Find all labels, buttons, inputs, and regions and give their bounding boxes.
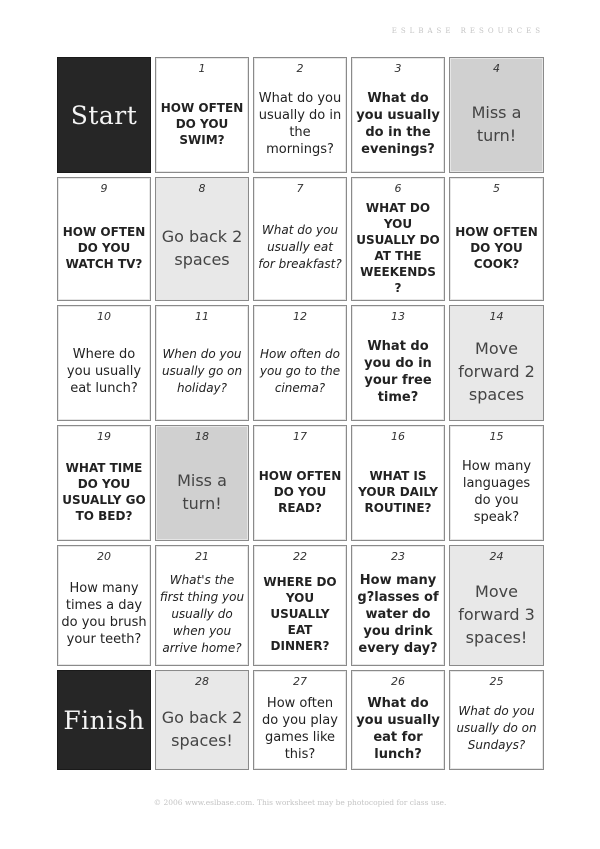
copyright-footer: © 2006 www.eslbase.com. This worksheet may be photocopied for class use. — [153, 798, 447, 807]
square-number: 28 — [195, 675, 209, 688]
square-prompt: HOW OFTEN DO YOU COOK? — [455, 224, 538, 271]
square-number: 8 — [198, 182, 206, 195]
board-square — [155, 305, 249, 421]
board-square — [351, 177, 445, 301]
board-square — [253, 57, 347, 173]
square-prompt: WHERE DO YOU USUALLY EAT DINNER? — [263, 575, 337, 653]
board-square — [155, 545, 249, 666]
start-label: Start — [70, 100, 138, 130]
board-square — [253, 177, 347, 301]
square-number: 26 — [391, 675, 405, 688]
square-prompt: WHAT DO YOU USUALLY DO AT THE WEEKENDS ? — [356, 200, 440, 295]
square-number: 16 — [391, 430, 405, 443]
square-prompt: What do you usually do in the evenings? — [356, 90, 440, 157]
square-prompt: What do you usually do on Sundays? — [456, 704, 537, 752]
square-prompt: HOW OFTEN DO YOU WATCH TV? — [62, 224, 146, 271]
square-number: 14 — [489, 310, 504, 323]
square-prompt: Go back 2 spaces — [161, 226, 243, 269]
square-prompt: What do you usually eat for breakfast? — [258, 223, 342, 271]
board-square — [449, 57, 544, 173]
square-number: 2 — [296, 62, 304, 75]
square-prompt: Move forward 3 spaces! — [458, 581, 535, 647]
board-square — [155, 425, 249, 541]
square-number: 25 — [489, 675, 504, 688]
board-square — [351, 57, 445, 173]
finish-label: Finish — [63, 705, 145, 735]
square-number: 11 — [195, 310, 209, 323]
square-prompt: HOW OFTEN DO YOU SWIM? — [160, 100, 244, 147]
square-prompt: What do you usually do in the mornings? — [258, 90, 342, 157]
board-square — [449, 177, 544, 301]
square-number: 21 — [195, 550, 209, 563]
start-square — [57, 57, 151, 173]
square-number: 27 — [293, 675, 307, 688]
square-prompt: WHAT TIME DO YOU USUALLY GO TO BED? — [62, 460, 146, 523]
square-number: 13 — [391, 310, 405, 323]
square-number: 3 — [394, 62, 402, 75]
square-prompt: How often do you go to the cinema? — [259, 347, 341, 395]
board-square — [155, 57, 249, 173]
square-number: 17 — [293, 430, 307, 443]
board-square — [253, 545, 347, 666]
square-prompt: Move forward 2 spaces — [458, 339, 535, 404]
board-square — [449, 425, 544, 541]
square-number: 18 — [195, 430, 209, 443]
finish-square — [57, 670, 151, 770]
square-number: 9 — [100, 182, 108, 195]
board-square — [449, 670, 544, 770]
square-number: 20 — [97, 550, 111, 563]
square-number: 23 — [391, 550, 405, 563]
square-prompt: Go back 2 spaces! — [161, 707, 243, 750]
board-square — [351, 425, 445, 541]
square-prompt: What do you usually eat for lunch? — [356, 695, 440, 762]
board-square — [449, 305, 544, 421]
board-square — [253, 670, 347, 770]
square-prompt: Where do you usually eat lunch? — [66, 347, 142, 396]
board-square — [155, 177, 249, 301]
board-square — [57, 177, 151, 301]
board-square — [351, 545, 445, 666]
square-prompt: When do you usually go on holiday? — [161, 347, 243, 395]
board-square — [57, 545, 151, 666]
board-square — [57, 425, 151, 541]
square-prompt: How often do you play games like this? — [262, 695, 338, 762]
square-prompt: Miss a turn! — [471, 102, 522, 145]
board-square — [155, 670, 249, 770]
square-prompt: How many languages do you speak? — [461, 458, 532, 525]
square-number: 10 — [97, 310, 111, 323]
board-square — [253, 305, 347, 421]
square-prompt: HOW OFTEN DO YOU READ? — [258, 468, 342, 515]
board-square — [57, 305, 151, 421]
square-number: 5 — [493, 182, 500, 195]
square-number: 15 — [489, 430, 504, 443]
square-prompt: WHAT IS YOUR DAILY ROUTINE? — [358, 468, 438, 515]
square-number: 6 — [394, 182, 402, 195]
board-square — [253, 425, 347, 541]
brand-header: ESLBASE RESOURCES — [391, 27, 544, 35]
board-square — [449, 545, 544, 666]
square-number: 12 — [293, 310, 307, 323]
square-prompt: How many g?lasses of water do you drink every day? — [357, 572, 439, 656]
square-number: 4 — [493, 62, 500, 75]
square-number: 7 — [296, 182, 304, 195]
board-square — [351, 305, 445, 421]
square-number: 19 — [97, 430, 111, 443]
board-square — [351, 670, 445, 770]
square-number: 24 — [489, 550, 504, 563]
square-prompt: What do you do in your free time? — [364, 338, 432, 405]
square-number: 22 — [293, 550, 307, 563]
square-prompt: How many times a day do you brush your teeth? — [61, 581, 147, 647]
square-number: 1 — [198, 62, 206, 75]
square-prompt: What's the first thing you usually do when you arrive home? — [159, 572, 245, 655]
square-prompt: Miss a turn! — [177, 470, 227, 513]
